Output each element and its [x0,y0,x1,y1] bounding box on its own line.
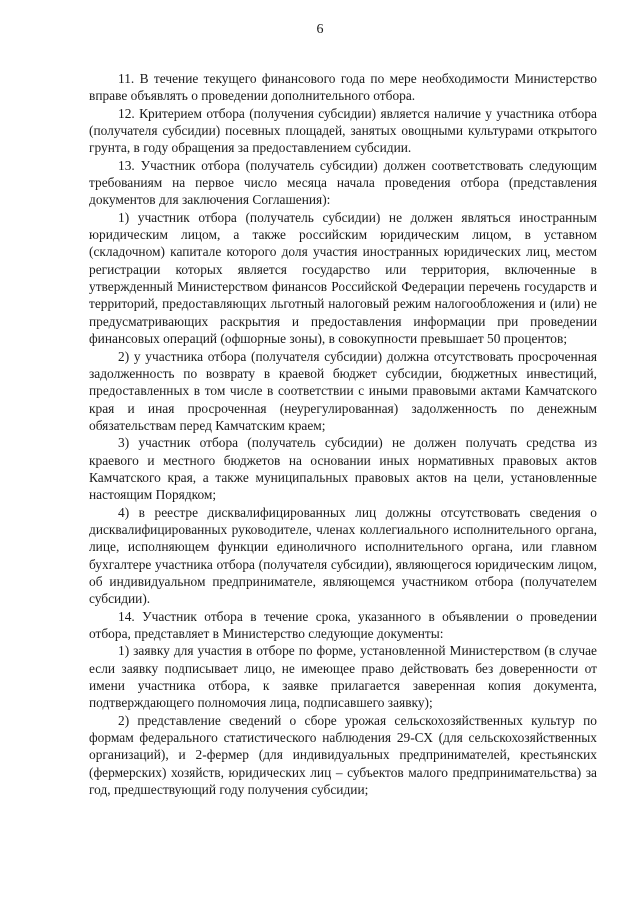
paragraph-13-item-1: 1) участник отбора (получатель субсидии) не должен являться иностранным юридическим лицом, а также российским юридическим лицом, в уставном (складочном) капитале которого доля участия иностранных юридических лиц, местом регистрации которых является государство или территория, включенные в утвержденный Министерством финансов Российской Федерации перечень государств и территорий, предоставляющих льготный налоговый режим налогообложения и (или) не предусматривающих раскрытия и предоставления информации при проведении финансовых операций (офшорные зоны), в совокупности превышает 50 процентов; [89,209,597,347]
paragraph-14: 14. Участник отбора в течение срока, указанного в объявлении о проведении отбора, представляет в Министерство следующие документы: [89,608,597,641]
paragraph-11: 11. В течение текущего финансового года по мере необходимости Министерство вправе объявлять о проведении дополнительного отбора. [89,71,597,104]
page-number: 6 [316,22,324,37]
paragraph-14-item-1: 1) заявку для участия в отборе по форме, установленной Министерством (в случае если заявку подписывает лицо, не имеющее право действовать без доверенности от имени участника отбора, к заявке прилагается заверенная копия документа, подтверждающего полномочия лица, подписавшего заявку); [89,643,597,711]
paragraph-14-item-2: 2) представление сведений о сборе урожая сельскохозяйственных культур по формам федерального статистического наблюдения 29-СХ (для сельскохозяйственных организаций), и 2-фермер (для индивидуальных предпринимателей, крестьянских (фермерских) хозяйств, юридических лиц – субъектов малого предпринимательства) за год, предшествующий году получения субсидии; [89,712,597,798]
paragraph-12: 12. Критерием отбора (получения субсидии) является наличие у участника отбора (получателя субсидии) посевных площадей, занятых овощными культурами открытого грунта, в году обращения за предоставлением субсидии. [89,105,597,156]
paragraph-13-item-4: 4) в реестре дисквалифицированных лиц должны отсутствовать сведения о дисквалифицированных руководителе, членах коллегиального исполнительного органа, лице, исполняющем функции единоличного исполнительного органа, или главном бухгалтере участника отбора (получателя субсидии), являющегося юридическим лицом, об индивидуальном предпринимателе, являющемся участником отбора (получателем субсидии). [89,504,597,607]
paragraph-13: 13. Участник отбора (получатель субсидии) должен соответствовать следующим требованиям на первое число месяца начала проведения отбора (представления документов для заключения Соглашения): [89,157,597,208]
paragraph-13-item-3: 3) участник отбора (получатель субсидии) не должен получать средства из краевого и местного бюджетов на основании иных нормативных правовых актов Камчатского края, а также муниципальных правовых актов на цели, установленные настоящим Порядком; [89,435,597,503]
document-body [89,70,597,798]
paragraph-13-item-2: 2) у участника отбора (получателя субсидии) должна отсутствовать просроченная задолженность по возврату в краевой бюджет субсидии, бюджетных инвестиций, предоставленных в том числе в соответствии с иными правовыми актами Камчатского края и иная просроченная (неурегулированная) задолженность по денежным обязательствам перед Камчатским краем; [89,348,597,433]
